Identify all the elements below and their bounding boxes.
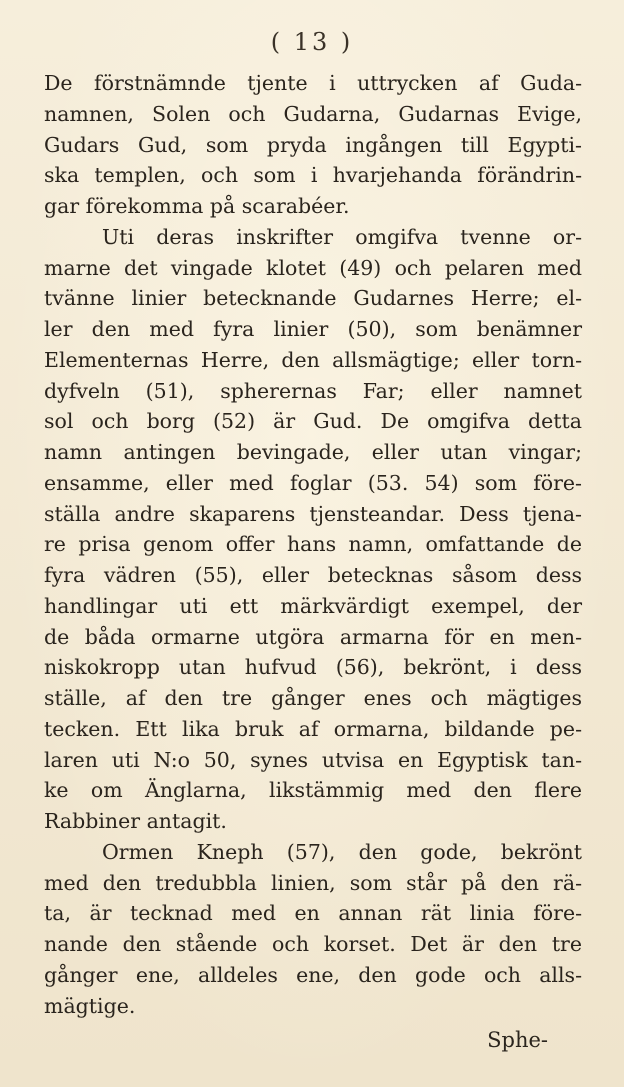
text-line: tvänne linier betecknande Gudarnes Herre; el-: [44, 286, 582, 311]
text-line: ska templen, och som i hvarjehanda förändrin-: [44, 163, 582, 188]
text-line: ta, är tecknad med en annan rät linia före-: [44, 901, 582, 926]
text-line: Rabbiner antagit.: [44, 809, 227, 833]
text-line: sol och borg (52) är Gud. De omgifva detta: [44, 409, 582, 434]
text-line: laren uti N:o 50, synes utvisa en Egyptisk tan-: [44, 747, 582, 772]
text-line: De förstnämnde tjente i uttrycken af Guda-: [44, 71, 582, 95]
paragraph-start-line: Uti deras inskrifter omgifva tvenne or-: [102, 224, 582, 249]
text-line: handlingar uti ett märkvärdigt exempel, der: [44, 593, 582, 618]
text-line: re prisa genom offer hans namn, omfattande de: [44, 532, 582, 557]
text-line: Elementernas Herre, den allsmägtige; eller torn-: [44, 347, 582, 372]
page-number: ( 13 ): [270, 28, 354, 56]
text-line: Gudars Gud, som pryda ingången till Egypti-: [44, 132, 582, 157]
text-line: ställa andre skaparens tjensteandar. Dess tjena-: [44, 501, 582, 526]
text-line: ler den med fyra linier (50), som benämner: [44, 317, 582, 341]
text-line: nande den stående och korset. Det är den tre: [44, 932, 582, 956]
text-line: tecken. Ett lika bruk af ormarna, bildande pe-: [44, 716, 582, 741]
text-line: namnen, Solen och Gudarna, Gudarnas Evige,: [44, 101, 582, 126]
text-line: marne det vingade klotet (49) och pelaren med: [44, 255, 582, 280]
text-line: ställe, af den tre gånger enes och mägtiges: [44, 686, 582, 710]
text-line: namn antingen bevingade, eller utan vingar;: [44, 440, 582, 464]
text-line: niskokropp utan hufvud (56), bekrönt, i dess: [44, 655, 582, 680]
text-line: ke om Änglarna, likstämmig med den flere: [44, 778, 582, 803]
text-line: med den tredubbla linien, som står på den rä-: [44, 870, 582, 895]
body-text: [44, 68, 582, 1021]
text-line: de båda ormarne utgöra armarna för en men-: [44, 624, 582, 649]
text-line: ensamme, eller med foglar (53. 54) som före-: [44, 470, 582, 495]
text-line: dyfveln (51), spherernas Far; eller namnet: [44, 378, 582, 403]
text-line: gånger ene, alldeles ene, den gode och alls-: [44, 962, 582, 987]
paragraph-start-line: Ormen Kneph (57), den gode, bekrönt: [102, 839, 582, 864]
text-line: fyra vädren (55), eller betecknas såsom dess: [44, 563, 582, 587]
text-line: mägtige.: [44, 993, 136, 1018]
text-line: gar förekomma på scarabéer.: [44, 194, 350, 218]
catchword: Sphe-: [487, 1028, 548, 1052]
